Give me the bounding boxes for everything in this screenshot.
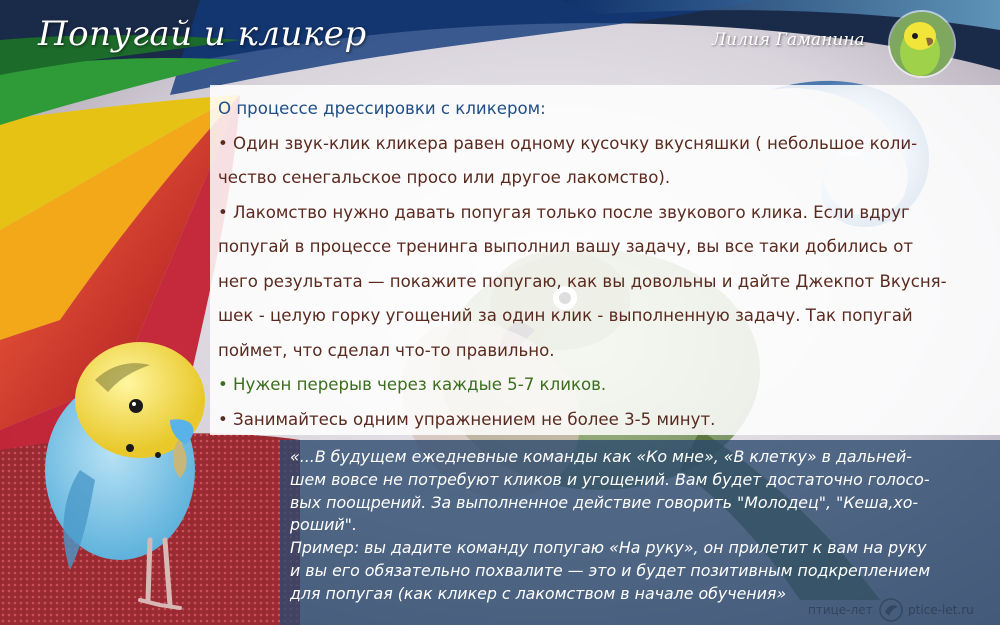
quote-line: вых поощрений. За выполненное действие говорить "Молодец", "Кеша,хо- xyxy=(290,492,919,512)
info-line-last: • Занимайтесь одним упражнением не более 3-5 минут. xyxy=(218,409,716,429)
bird-logo-icon xyxy=(876,596,906,624)
info-line: него результата — покажите попугаю, как вы довольны и дайте Джекпот Вкусня- xyxy=(218,271,947,291)
quote-text xyxy=(290,446,990,606)
info-heading: О процессе дрессировки с кликером: xyxy=(218,99,546,118)
quote-line: и вы его обязательно похвалите — это и будет позитивным подкреплением xyxy=(290,560,931,580)
watermark-url: ptice-let.ru xyxy=(908,603,974,617)
quote-line: Пример: вы дадите команду попугаю «На руку», он прилетит к вам на руку xyxy=(290,538,927,558)
info-line: • Лакомство нужно давать попугая только после звукового клика. Если вдруг xyxy=(218,202,910,222)
info-line: попугай в процессе тренинга выполнил вашу задачу, вы все таки добились от xyxy=(218,237,914,256)
info-line: шек - целую горку угощений за один клик - выполненную задачу. Так попугай xyxy=(218,306,913,325)
author-name: Лилия Гаманина xyxy=(712,30,865,50)
watermark-left: птице-лет xyxy=(808,603,873,617)
info-highlight: • Нужен перерыв через каждые 5-7 кликов. xyxy=(218,375,607,394)
page-title: Попугай и кликер xyxy=(38,14,367,54)
quote-line: «...В будущем ежедневные команды как «Ко мне», «В клетку» в дальней- xyxy=(290,447,912,466)
info-line: • Один звук-клик кликера равен одному кусочку вкусняшки ( небольшое коли- xyxy=(218,133,918,153)
info-line: поймет, что сделал что-то правильно. xyxy=(218,340,555,360)
author-avatar xyxy=(890,12,954,76)
quote-line: шем вовсе не потребуют кликов и угощений. Вам будет достаточно голосо- xyxy=(290,469,930,489)
quote-line: для попугая (как кликер с лакомством в начале обучения» xyxy=(290,583,787,603)
quote-line: роший". xyxy=(290,515,357,535)
site-watermark xyxy=(808,596,1000,622)
info-text xyxy=(218,92,978,437)
info-line: чество сенегальское просо или другое лакомство). xyxy=(218,168,671,187)
